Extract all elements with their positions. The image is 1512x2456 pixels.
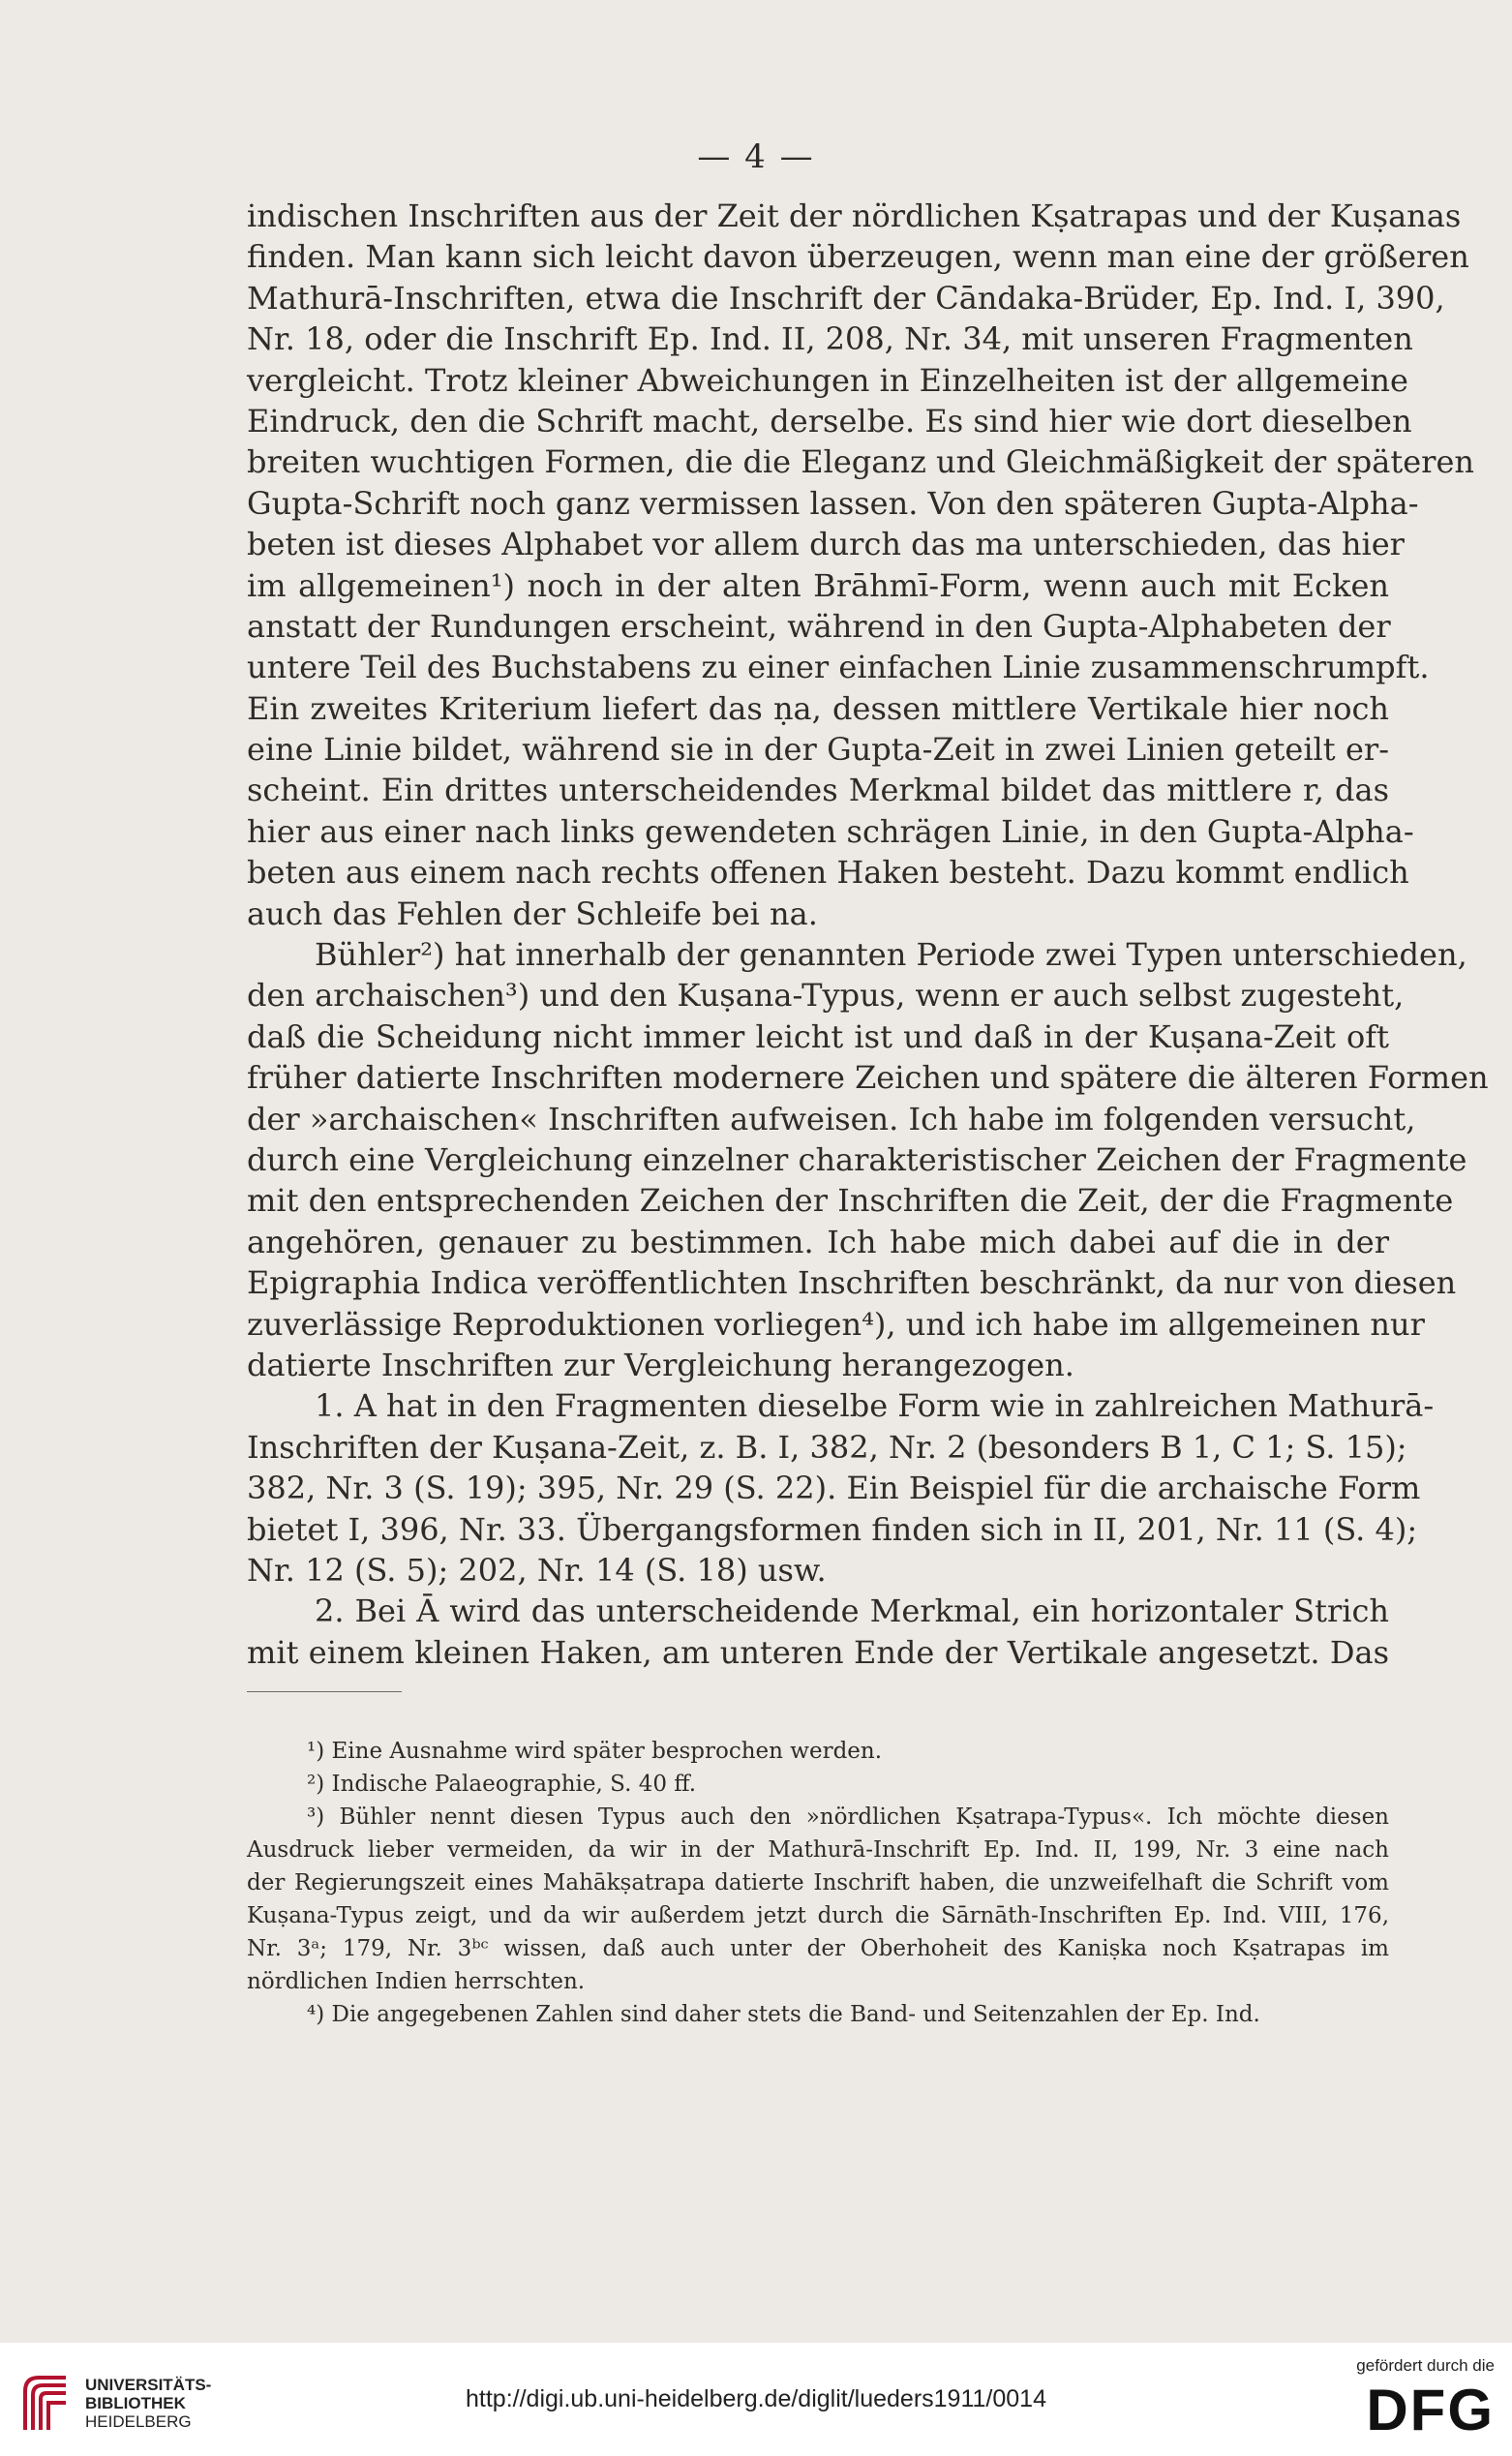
body-text-line: untere Teil des Buchstabens zu einer einfachen Linie zusammenschrumpft.: [247, 649, 1430, 686]
footnote-line: ¹) Eine Ausnahme wird später besprochen werden.: [307, 1739, 883, 1764]
body-text-line: beten ist dieses Alphabet vor allem durch das ma unterschieden, das hier: [247, 526, 1405, 563]
body-text-line: datierte Inschriften zur Vergleichung herangezogen.: [247, 1346, 1074, 1383]
footnote-line: ³) Bühler nennt diesen Typus auch den »nördlichen Kṣatrapa-Typus«. Ich möchte diesen: [307, 1804, 1389, 1830]
footnote-line: ⁴) Die angegebenen Zahlen sind daher stets die Band- und Seitenzahlen der Ep. Ind.: [307, 2002, 1260, 2027]
sponsor-caption: gefördert durch die: [1356, 2356, 1495, 2375]
body-text-line: hier aus einer nach links gewendeten schrägen Linie, in den Gupta-Alpha-: [247, 812, 1414, 850]
library-name-line2: BIBLIOTHEK: [85, 2394, 186, 2412]
body-text-line: Nr. 18, oder die Inschrift Ep. Ind. II, 208, Nr. 34, mit unseren Fragmenten: [247, 320, 1413, 358]
body-text-line: indischen Inschriften aus der Zeit der nördlichen Kṣatrapas und der Kuṣanas: [247, 197, 1462, 234]
body-text-line: eine Linie bildet, während sie in der Gupta-Zeit in zwei Linien geteilt er-: [247, 731, 1389, 769]
body-text-line: Gupta-Schrift noch ganz vermissen lassen. Von den späteren Gupta-Alpha-: [247, 484, 1419, 522]
library-name-line3: HEIDELBERG: [85, 2412, 192, 2431]
body-text-line: beten aus einem nach rechts offenen Haken besteht. Dazu kommt endlich: [247, 854, 1409, 892]
body-text-line: vergleicht. Trotz kleiner Abweichungen in Einzelheiten ist der allgemeine: [247, 361, 1408, 399]
body-text-line: daß die Scheidung nicht immer leicht ist und daß in der Kuṣana-Zeit oft: [247, 1017, 1389, 1055]
body-text-line: früher datierte Inschriften modernere Zeichen und spätere die älteren Formen: [247, 1059, 1489, 1097]
body-text-line: mit den entsprechenden Zeichen der Inschriften die Zeit, der die Fragmente: [247, 1182, 1454, 1220]
footnote-line: Nr. 3ᵃ; 179, Nr. 3ᵇᶜ wissen, daß auch unter der Oberhoheit des Kaniṣka noch Kṣatrapas im: [247, 1936, 1389, 1961]
body-text-line: 382, Nr. 3 (S. 19); 395, Nr. 29 (S. 22). Ein Beispiel für die archaische Form: [247, 1470, 1421, 1507]
library-name-line1: UNIVERSITÄTS-: [85, 2376, 212, 2394]
footnote-line: nördlichen Indien herrschten.: [247, 1969, 586, 1994]
page-number: — 4 —: [697, 137, 815, 176]
body-text-line: zuverlässige Reproduktionen vorliegen⁴), und ich habe im allgemeinen nur: [247, 1305, 1425, 1343]
footnote-line: Kuṣana-Typus zeigt, und da wir außerdem jetzt durch die Sārnāth-Inschriften Ep. Ind. VIII, 176,: [247, 1903, 1389, 1928]
footnote-line: der Regierungszeit eines Mahākṣatrapa datierte Inschrift haben, die unzweifelhaft die Schrift vom: [247, 1870, 1389, 1895]
body-text-line: Eindruck, den die Schrift macht, derselbe. Es sind hier wie dort dieselben: [247, 402, 1412, 440]
permalink-url[interactable]: http://digi.ub.uni-heidelberg.de/diglit/lueders1911/0014: [466, 2385, 1046, 2412]
body-text-line: breiten wuchtigen Formen, die die Eleganz und Gleichmäßigkeit der späteren: [247, 443, 1474, 481]
body-text-line: angehören, genauer zu bestimmen. Ich habe mich dabei auf die in der: [247, 1223, 1389, 1260]
body-text-line: der »archaischen« Inschriften aufweisen. Ich habe im folgenden versucht,: [247, 1100, 1416, 1137]
dfg-logo-text: DFG: [1366, 2381, 1495, 2436]
main-text: [247, 196, 1489, 1673]
footnote-line: ²) Indische Palaeographie, S. 40 ff.: [307, 1772, 697, 1797]
body-text-line: anstatt der Rundungen erscheint, während in den Gupta-Alphabeten der: [247, 607, 1391, 645]
body-text-line: 1. A hat in den Fragmenten dieselbe Form wie in zahlreichen Mathurā-: [315, 1387, 1435, 1425]
footnotes: [247, 1735, 1389, 2031]
dfg-logo-icon: [1349, 2381, 1495, 2436]
body-text-line: den archaischen³) und den Kuṣana-Typus, wenn er auch selbst zugesteht,: [247, 977, 1405, 1015]
footnote-divider: [247, 1691, 402, 1692]
body-text-line: Ein zweites Kriterium liefert das ṇa, dessen mittlere Vertikale hier noch: [247, 689, 1389, 727]
body-text-line: scheint. Ein drittes unterscheidendes Merkmal bildet das mittlere r, das: [247, 772, 1389, 809]
footnote-line: Ausdruck lieber vermeiden, da wir in der Mathurā-Inschrift Ep. Ind. II, 199, Nr. 3 eine nach: [247, 1837, 1389, 1863]
body-text-line: mit einem kleinen Haken, am unteren Ende der Vertikale angesetzt. Das: [247, 1633, 1389, 1671]
body-text-line: Bühler²) hat innerhalb der genannten Periode zwei Typen unterschieden,: [315, 936, 1467, 974]
body-text-line: Nr. 12 (S. 5); 202, Nr. 14 (S. 18) usw.: [247, 1551, 827, 1589]
viewer-footer: [0, 2343, 1512, 2456]
body-text-line: auch das Fehlen der Schleife bei na.: [247, 894, 818, 932]
body-text-line: durch eine Vergleichung einzelner charakteristischer Zeichen der Fragmente: [247, 1140, 1467, 1178]
body-text-line: Epigraphia Indica veröffentlichten Inschriften beschränkt, da nur von diesen: [247, 1264, 1457, 1302]
body-text-line: finden. Man kann sich leicht davon überzeugen, wenn man eine der größeren: [247, 238, 1469, 276]
body-text-line: im allgemeinen¹) noch in der alten Brāhmī-Form, wenn auch mit Ecken: [247, 566, 1389, 604]
body-text-line: 2. Bei Ā wird das unterscheidende Merkmal, ein horizontaler Strich: [315, 1592, 1389, 1630]
body-text-line: bietet I, 396, Nr. 33. Übergangsformen finden sich in II, 201, Nr. 11 (S. 4);: [247, 1510, 1418, 1548]
body-text-line: Mathurā-Inschriften, etwa die Inschrift der Cāndaka-Brüder, Ep. Ind. I, 390,: [247, 279, 1445, 317]
sponsor-block: [1311, 2356, 1495, 2436]
body-text-line: Inschriften der Kuṣana-Zeit, z. B. I, 382, Nr. 2 (besonders B 1, C 1; S. 15);: [247, 1428, 1407, 1466]
